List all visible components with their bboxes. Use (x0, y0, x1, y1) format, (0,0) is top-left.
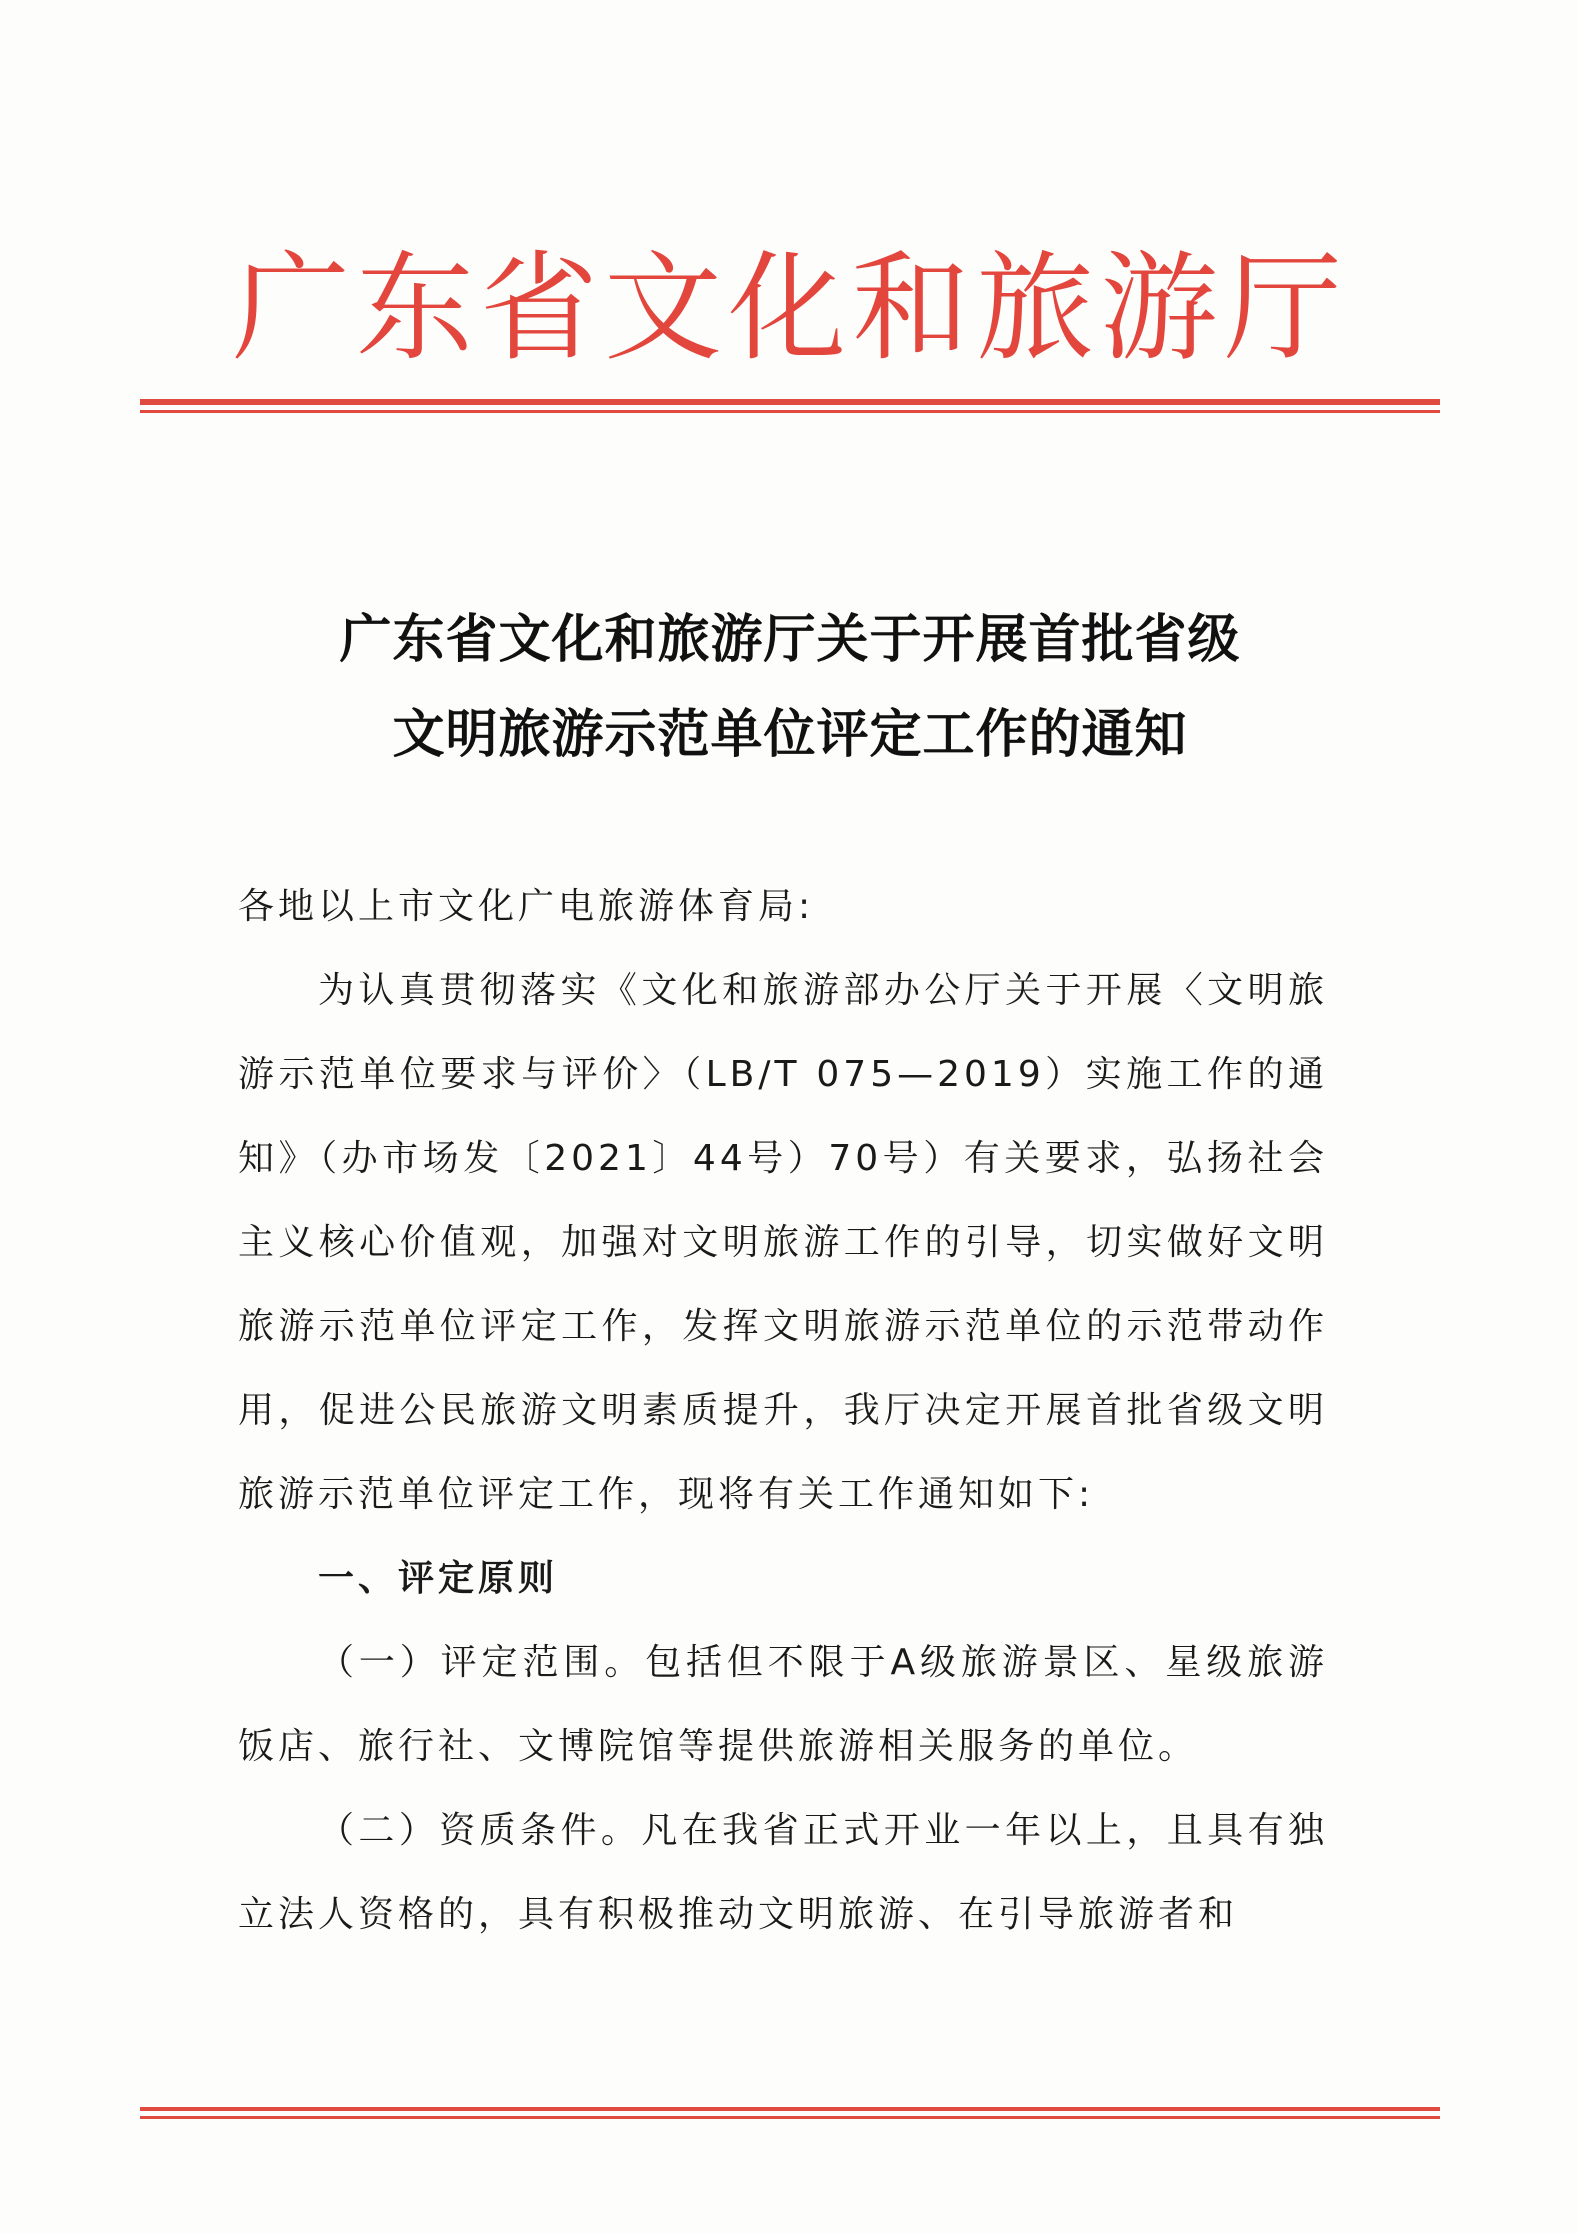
section-heading-evaluation-principles: 一、评定原则 (318, 1558, 559, 1599)
letterhead-red-rule-thick (140, 399, 1440, 405)
item-evaluation-scope: （一）评定范围。包括但不限于A级旅游景区、星级旅游饭店、旅行社、文博院馆等提供旅游相关服务的单位。 (238, 1642, 1328, 1767)
document-title-line-1: 广东省文化和旅游厅关于开展首批省级 (339, 609, 1241, 670)
salutation: 各地以上市文化广电旅游体育局: (238, 886, 815, 927)
intro-paragraph: 为认真贯彻落实《文化和旅游部办公厅关于开展〈文明旅游示范单位要求与评价〉（LB/T 075—2019）实施工作的通知》（办市场发〔2021〕44号）70号）有关要求，弘扬社会主义核心价值观，加强对文明旅游工作的引导，切实做好文明旅游示范单位评定工作，发挥文明旅游示范单位的示范带动作用，促进公民旅游文明素质提升，我厅决定开展首批省级文明旅游示范单位评定工作，现将有关工作通知如下: (238, 970, 1328, 1515)
item-qualification-conditions: （二）资质条件。凡在我省正式开业一年以上，且具有独立法人资格的，具有积极推动文明旅游、在引导旅游者和 (238, 1810, 1328, 1935)
letterhead-org-name: 广东省文化和旅游厅 (231, 239, 1348, 377)
footer-red-rule-thick (140, 2107, 1440, 2111)
footer-red-rule-thin (140, 2116, 1440, 2119)
document-body (238, 865, 1328, 1957)
document-title-line-2: 文明旅游示范单位评定工作的通知 (392, 704, 1188, 765)
letterhead-red-rule-thin (140, 410, 1440, 413)
